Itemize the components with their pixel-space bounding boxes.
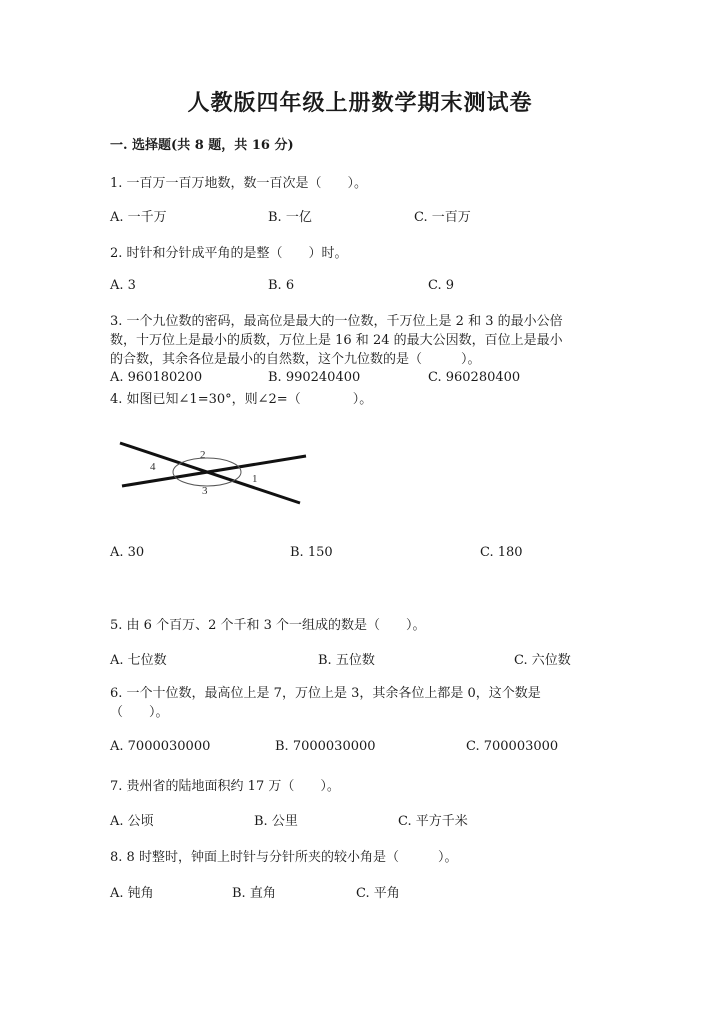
angle-label-3: 3 [202, 485, 208, 497]
question-1-option-b[interactable]: B. 一亿 [268, 210, 312, 225]
question-8-option-a[interactable]: A. 钝角 [110, 886, 154, 901]
question-2-option-a[interactable]: A. 3 [110, 278, 136, 293]
question-1-option-c[interactable]: C. 一百万 [414, 210, 471, 225]
question-3-option-c[interactable]: C. 960280400 [428, 370, 521, 385]
angle-label-2: 2 [200, 449, 206, 461]
question-5-option-a[interactable]: A. 七位数 [110, 653, 167, 668]
question-1-option-a[interactable]: A. 一千万 [110, 210, 167, 225]
question-8-option-b[interactable]: B. 直角 [232, 886, 276, 901]
section-heading: 一. 选择题(共 8 题，共 16 分) [110, 138, 294, 153]
page-title: 人教版四年级上册数学期末测试卷 [187, 90, 533, 116]
question-7-option-b[interactable]: B. 公里 [254, 814, 298, 829]
question-4-option-a[interactable]: A. 30 [110, 545, 145, 560]
question-2-option-b[interactable]: B. 6 [268, 278, 295, 293]
question-7-option-a[interactable]: A. 公顷 [110, 814, 154, 829]
question-7-stem: 7. 贵州省的陆地面积约 17 万（ ）。 [110, 779, 340, 794]
question-3-option-b[interactable]: B. 990240400 [268, 370, 361, 385]
question-4-stem: 4. 如图已知∠1=30°，则∠2=（ ）。 [110, 392, 373, 407]
question-5-option-c[interactable]: C. 六位数 [514, 653, 571, 668]
question-6-option-c[interactable]: C. 700003000 [466, 739, 559, 754]
question-4-option-c[interactable]: C. 180 [480, 545, 523, 560]
question-3-stem-line-1: 3. 一个九位数的密码，最高位是最大的一位数，千万位上是 2 和 3 的最小公倍 [110, 314, 563, 329]
question-4-option-b[interactable]: B. 150 [290, 545, 333, 560]
question-6-option-b[interactable]: B. 7000030000 [275, 739, 376, 754]
question-6-option-a[interactable]: A. 7000030000 [110, 739, 211, 754]
question-5-option-b[interactable]: B. 五位数 [318, 653, 375, 668]
question-7-option-c[interactable]: C. 平方千米 [398, 814, 468, 829]
angle-figure [110, 436, 320, 516]
angle-label-1: 1 [252, 473, 258, 485]
question-6-stem-line-2: （ ）。 [110, 705, 169, 720]
question-8-stem: 8. 8 时整时，钟面上时针与分针所夹的较小角是（ ）。 [110, 850, 458, 865]
question-8-option-c[interactable]: C. 平角 [356, 886, 400, 901]
question-6-stem-line-1: 6. 一个十位数，最高位上是 7，万位上是 3，其余各位上都是 0，这个数是 [110, 686, 541, 701]
question-2-option-c[interactable]: C. 9 [428, 278, 455, 293]
angle-label-4: 4 [150, 461, 156, 473]
question-2-stem: 2. 时针和分针成平角的是整（ ）时。 [110, 246, 348, 261]
question-3-stem-line-2: 数，十万位上是最小的质数，万位上是 16 和 24 的最大公因数，百位上是最小 [110, 333, 563, 348]
question-5-stem: 5. 由 6 个百万、2 个千和 3 个一组成的数是（ ）。 [110, 618, 426, 633]
question-3-stem-line-3: 的合数，其余各位是最小的自然数，这个九位数的是（ ）。 [110, 352, 481, 367]
question-3-option-a[interactable]: A. 960180200 [110, 370, 203, 385]
question-1-stem: 1. 一百万一百万地数，数一百次是（ ）。 [110, 176, 368, 191]
